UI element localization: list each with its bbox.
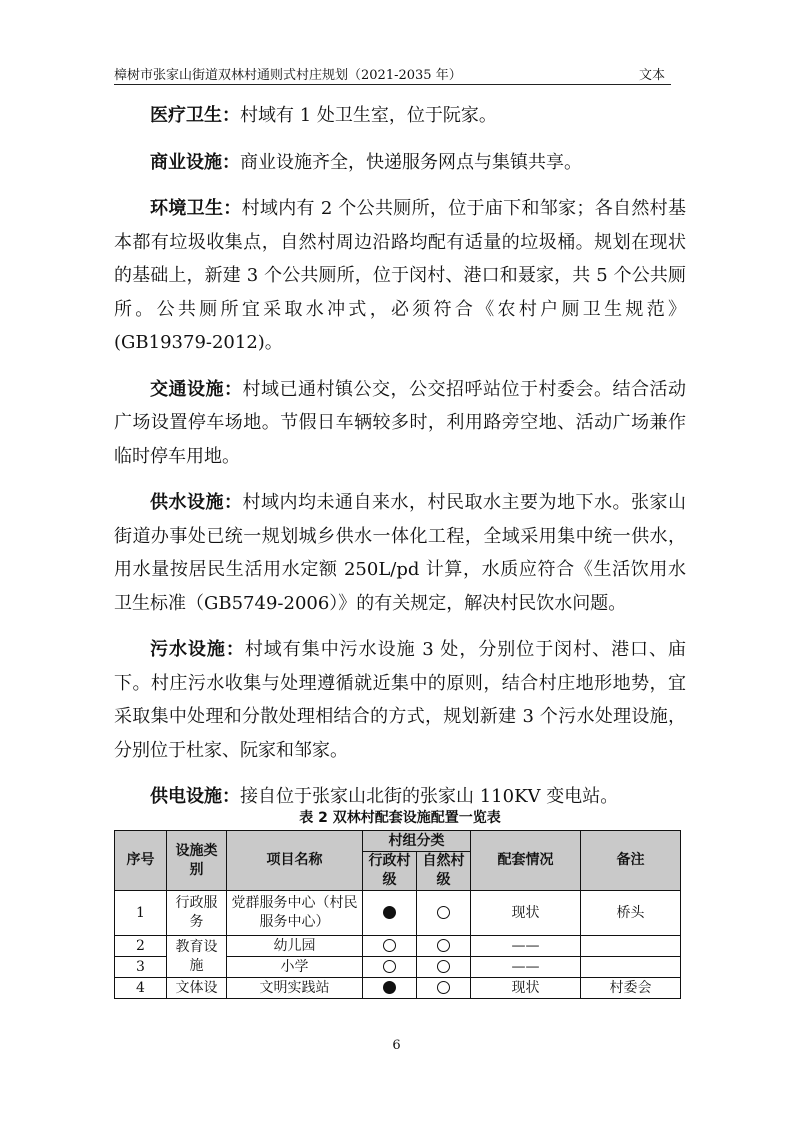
page-number: 6 — [392, 1038, 401, 1053]
cell-no: 2 — [115, 936, 167, 957]
cell-status: 现状 — [471, 891, 581, 936]
header-category: 设施类别 — [167, 831, 227, 891]
cell-item: 党群服务中心（村民服务中心） — [227, 891, 363, 936]
header-item: 项目名称 — [227, 831, 363, 891]
cell-admin — [363, 957, 417, 978]
cell-natural — [417, 978, 471, 999]
paragraph-label: 供水设施： — [150, 492, 243, 513]
header-note: 备注 — [581, 831, 681, 891]
running-header — [114, 62, 671, 85]
paragraph-text: 商业设施齐全，快递服务网点与集镇共享。 — [240, 151, 582, 173]
cell-note: 桥头 — [581, 891, 681, 936]
circle-mark — [383, 981, 396, 994]
cell-admin — [363, 978, 417, 999]
paragraph-text: 村域内有 2 个公共厕所，位于庙下和邹家；各自然村基本都有垃圾收集点，自然村周边沿路均配有适量的垃圾桶。规划在现状的基础上，新建 3 个公共厕所，位于闵村、港口和聂家，共 5 个公共厕所。公共厕所宜采取水冲式，必须符合《农村户厕卫生规范》(GB19379-2012)。 — [114, 198, 686, 353]
cell-status: 现状 — [471, 978, 581, 999]
paragraph-text: 村域已通村镇公交，公交招呼站位于村委会。结合活动广场设置停车场地。节假日车辆较多时，利用路旁空地、活动广场兼作临时停车用地。 — [114, 378, 686, 467]
paragraph-text: 村域有集中污水设施 3 处，分别位于闵村、港口、庙下。村庄污水收集与处理遵循就近集中的原则，结合村庄地形地势，宜采取集中处理和分散处理相结合的方式，规划新建 3 个污水处理设施，分别位于杜家、阮家和邹家。 — [114, 639, 686, 761]
paragraph-label: 环境卫生： — [150, 198, 242, 219]
header-status: 配套情况 — [471, 831, 581, 891]
cell-natural — [417, 936, 471, 957]
cell-no: 3 — [115, 957, 167, 978]
cell-admin — [363, 936, 417, 957]
table-caption: 表 2 双林村配套设施配置一览表 — [299, 810, 501, 826]
cell-item: 文明实践站 — [227, 978, 363, 999]
cell-status: —— — [471, 957, 581, 978]
circle-mark — [383, 906, 396, 919]
cell-natural — [417, 891, 471, 936]
header-tag: 文本 — [638, 68, 665, 83]
header-admin-village: 行政村级 — [363, 852, 417, 891]
cell-category: 文体设 — [167, 978, 227, 999]
circle-mark — [437, 939, 450, 952]
cell-no: 4 — [115, 978, 167, 999]
paragraph-sanitation — [114, 192, 686, 360]
cell-no: 1 — [115, 891, 167, 936]
cell-item: 小学 — [227, 957, 363, 978]
paragraph-label: 供电设施： — [150, 786, 240, 807]
circle-mark — [383, 960, 396, 973]
paragraph-sewage — [114, 633, 686, 767]
cell-natural — [417, 957, 471, 978]
paragraph-label: 交通设施： — [150, 378, 243, 400]
cell-note — [581, 936, 681, 957]
header-group: 村组分类 — [363, 831, 471, 852]
cell-admin — [363, 891, 417, 936]
paragraph-transport — [114, 373, 686, 474]
cell-category: 教育设施 — [167, 936, 227, 978]
paragraph-text: 村域内均未通自来水，村民取水主要为地下水。张家山街道办事处已统一规划城乡供水一体化工程，全域采用集中统一供水，用水量按居民生活用水定额 250L/pd 计算，水质应符合《生活饮用水卫生标准（GB5749-2006）》的有关规定，解决村民饮水问题。 — [114, 492, 686, 614]
cell-category: 行政服务 — [167, 891, 227, 936]
circle-mark — [383, 939, 396, 952]
paragraph-water-supply — [114, 486, 686, 620]
header-natural-village: 自然村级 — [417, 852, 471, 891]
paragraph-commerce — [114, 146, 686, 180]
circle-mark — [437, 906, 450, 919]
header-no: 序号 — [115, 831, 167, 891]
circle-mark — [437, 960, 450, 973]
circle-mark — [437, 981, 450, 994]
paragraph-text: 村域有 1 处卫生室，位于阮家。 — [240, 105, 497, 126]
cell-note: 村委会 — [581, 978, 681, 999]
table-row — [115, 978, 681, 999]
table-row — [115, 891, 681, 936]
paragraph-label: 污水设施： — [150, 639, 245, 660]
cell-status: —— — [471, 936, 581, 957]
cell-note — [581, 957, 681, 978]
header-title: 樟树市张家山街道双林村通则式村庄规划（2021-2035 年） — [114, 68, 462, 83]
body-text — [114, 99, 686, 827]
paragraph-label: 商业设施： — [150, 151, 240, 173]
facility-config-table — [114, 830, 681, 999]
cell-item: 幼儿园 — [227, 936, 363, 957]
table-header-row — [115, 831, 681, 852]
table-row — [115, 936, 681, 957]
paragraph-text: 接自位于张家山北街的张家山 110KV 变电站。 — [240, 786, 619, 807]
paragraph-medical — [114, 99, 686, 133]
paragraph-label: 医疗卫生： — [150, 105, 240, 126]
